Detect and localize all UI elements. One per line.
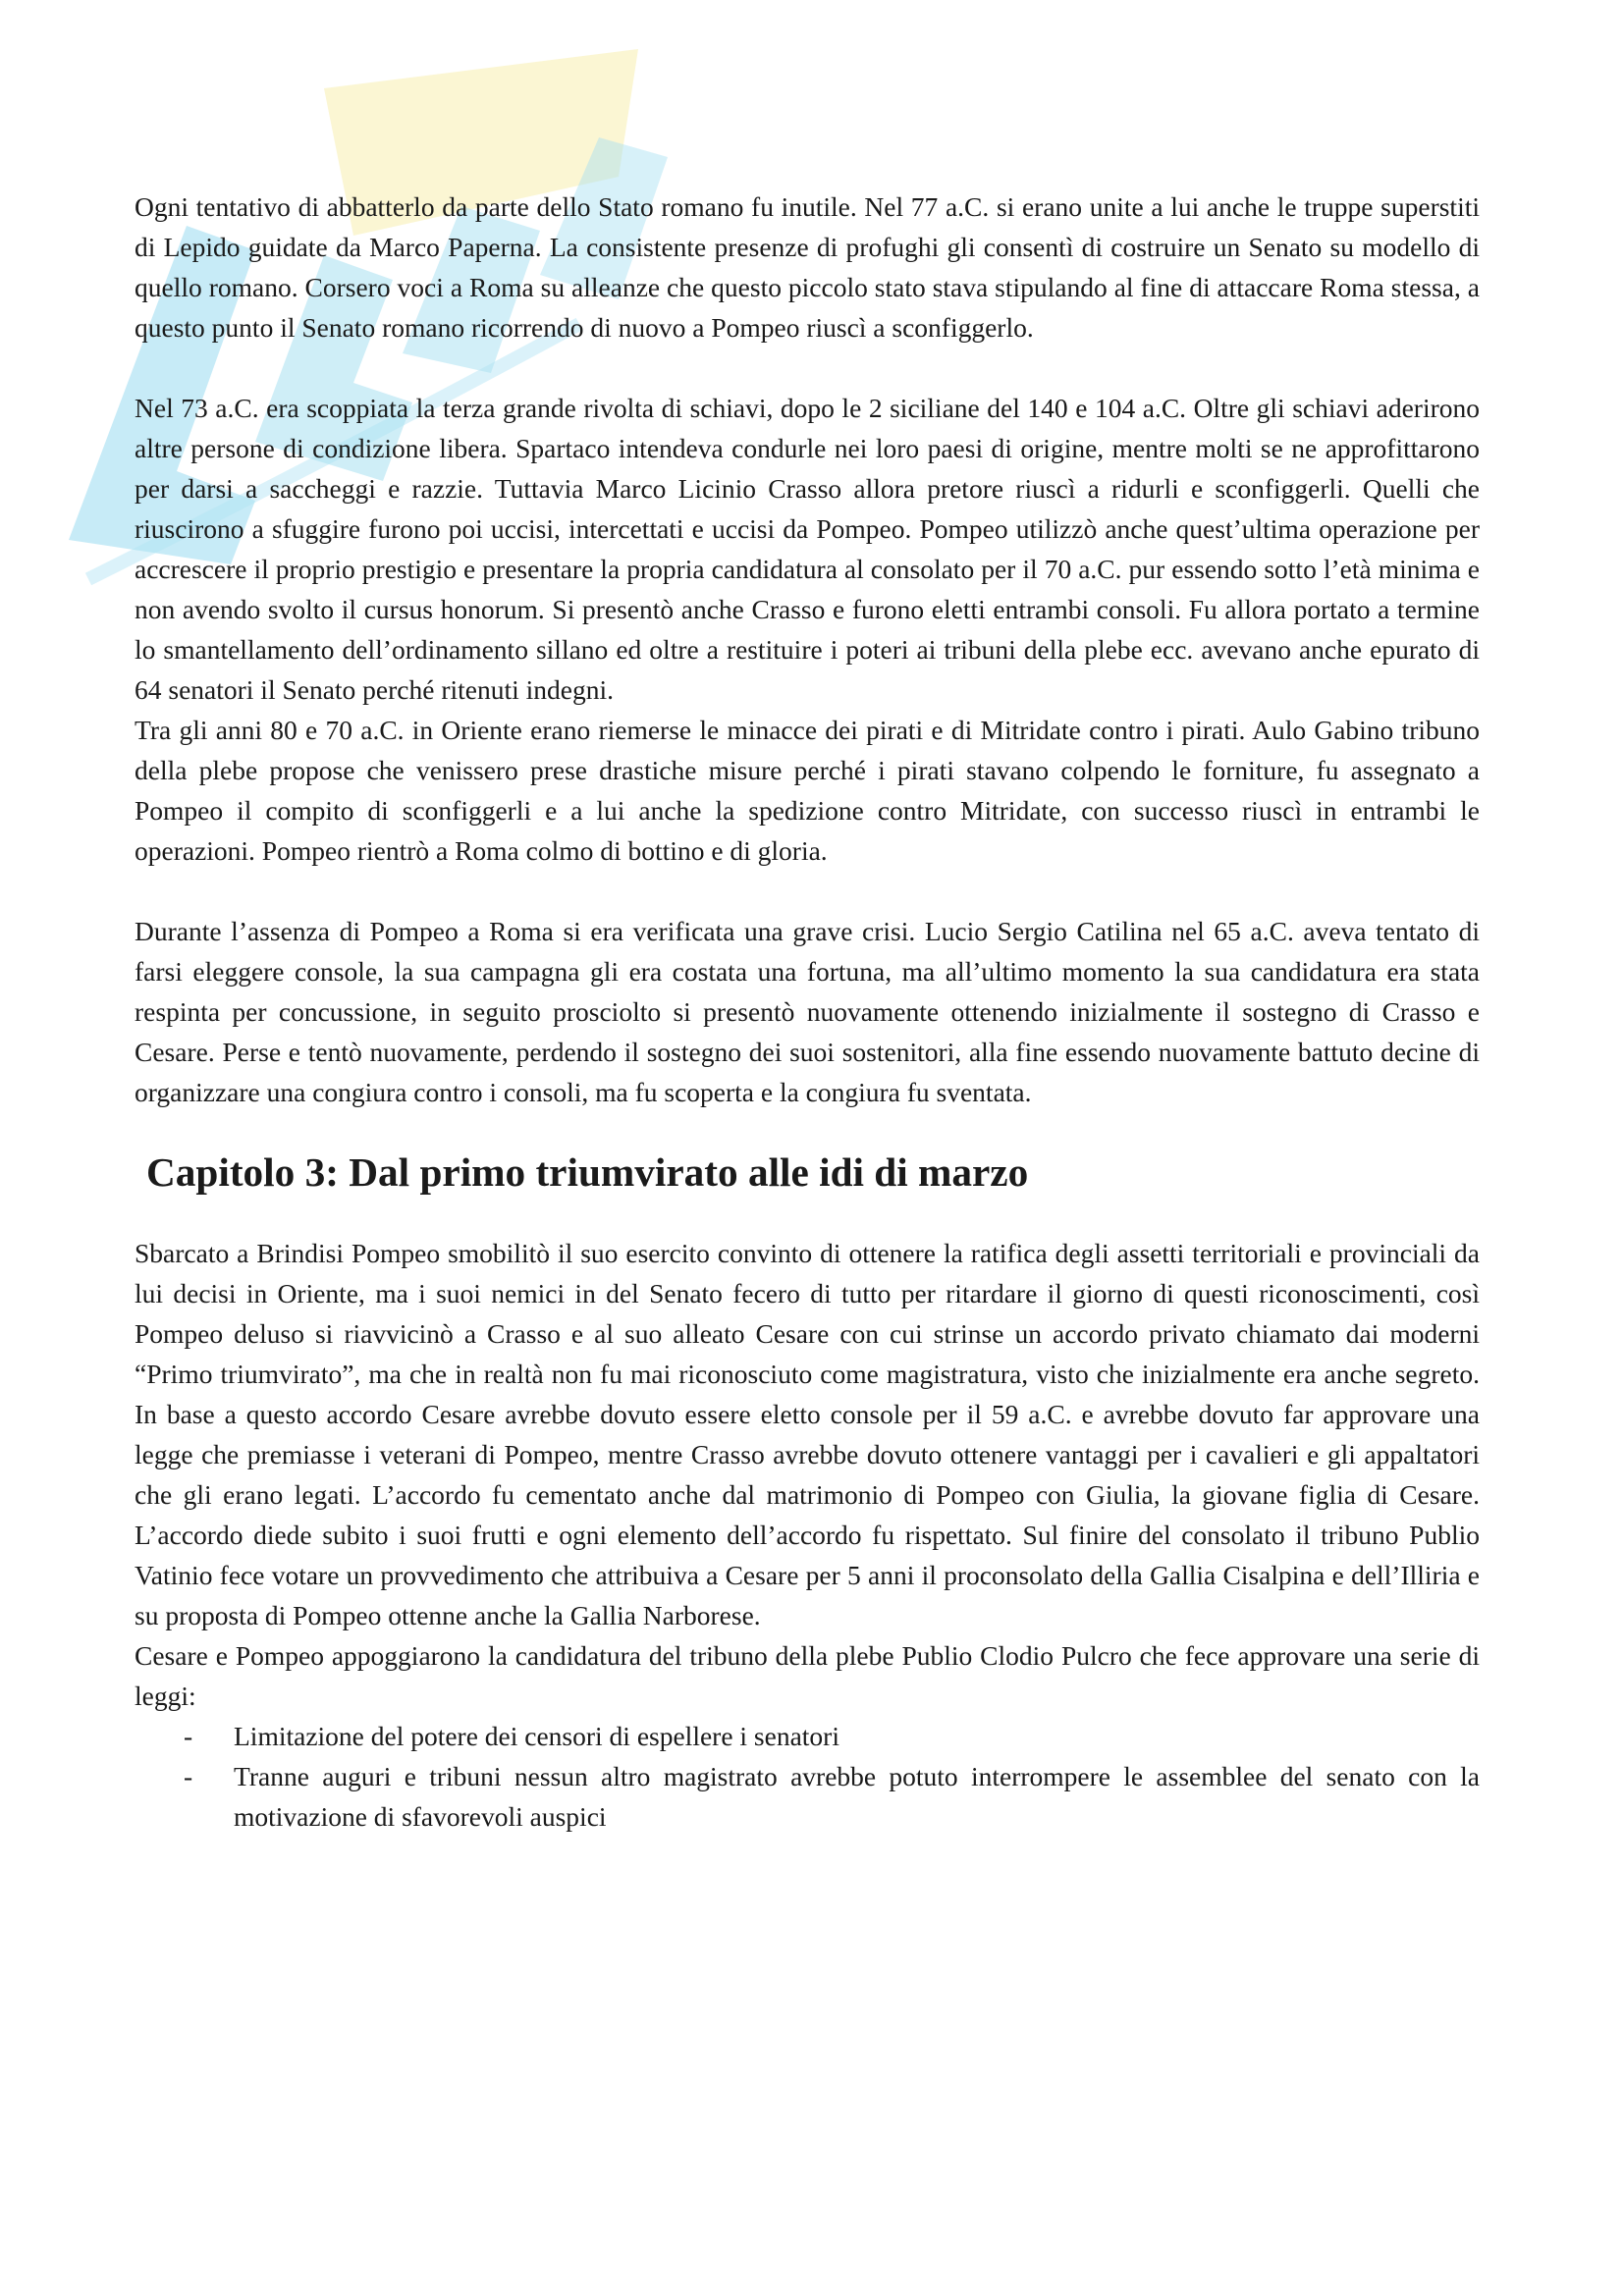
paragraph: Nel 73 a.C. era scoppiata la terza grande rivolta di schiavi, dopo le 2 siciliane del 140 e 104 a.C. Oltre gli schiavi aderirono altre persone di condizione libera. Spartaco intendeva condurle nei loro paesi di origine, mentre molti se ne approfittarono per darsi a saccheggi e razzie. Tuttavia Marco Licinio Crasso allora pretore riuscì a ridurli e sconfiggerli. Quelli che riuscirono a sfuggire furono poi uccisi, intercettati e uccisi da Pompeo. Pompeo utilizzò anche quest’ultima operazione per accrescere il proprio prestigio e presentare la propria candidatura al consolato per il 70 a.C. pur essendo sotto l’età minima e non avendo svolto il cursus honorum. Si presentò anche Crasso e furono eletti entrambi consoli. Fu allora portato a termine lo smantellamento dell’ordinamento sillano ed oltre a restituire i poteri ai tribuni della plebe ecc. avevano anche epurato di 64 senatori il Senato perché ritenuti indegni. [135,393,1480,705]
law-list [135,1716,1480,1837]
paragraph: Ogni tentativo di abbatterlo da parte dello Stato romano fu inutile. Nel 77 a.C. si erano unite a lui anche le truppe superstiti di Lepido guidate da Marco Paperna. La consistente presenze di profughi gli consentì di costruire un Senato su modello di quello romano. Corsero voci a Roma su alleanze che questo piccolo stato stava stipulando al fine di attaccare Roma stessa, a questo punto il Senato romano ricorrendo di nuovo a Pompeo riuscì a sconfiggerlo. [135,191,1480,343]
paragraph: Tra gli anni 80 e 70 a.C. in Oriente erano riemerse le minacce dei pirati e di Mitridate contro i pirati. Aulo Gabino tribuno della plebe propose che venissero prese drastiche misure perché i pirati stavano colpendo le forniture, fu assegnato a Pompeo il compito di sconfiggerli e a lui anche la spedizione contro Mitridate, con successo riuscì in entrambi le operazioni. Pompeo rientrò a Roma colmo di bottino e di gloria. [135,715,1480,866]
paragraph: Sbarcato a Brindisi Pompeo smobilitò il suo esercito convinto di ottenere la ratifica degli assetti territoriali e provinciali da lui decisi in Oriente, ma i suoi nemici in del Senato fecero di tutto per ritardare il giorno di questi riconoscimenti, così Pompeo deluso si riavvicinò a Crasso e al suo alleato Cesare con cui strinse un accordo privato chiamato dai moderni “Primo triumvirato”, ma che in realtà non fu mai riconosciuto come magistratura, visto che inizialmente era anche segreto. In base a questo accordo Cesare avrebbe dovuto essere eletto console per il 59 a.C. e avrebbe dovuto far approvare una legge che premiasse i veterani di Pompeo, mentre Crasso avrebbe dovuto ottenere vantaggi per i cavalieri e gli appaltatori che gli erano legati. L’accordo fu cementato anche dal matrimonio di Pompeo con Giulia, la giovane figlia di Cesare. L’accordo diede subito i suoi frutti e ogni elemento dell’accordo fu rispettato. Sul finire del consolato il tribuno Publio Vatinio fece votare un provvedimento che attribuiva a Cesare per 5 anni il proconsolato della Gallia Cisalpina e dell’Illiria e su proposta di Pompeo ottenne anche la Gallia Narborese. [135,1238,1480,1630]
list-item-text: Tranne auguri e tribuni nessun altro magistrato avrebbe potuto interrompere le assemblee del senato con la motivazione di sfavorevoli auspici [234,1761,1480,1832]
list-item [135,1716,1480,1756]
list-marker: - [184,1761,193,1791]
paragraph: Durante l’assenza di Pompeo a Roma si era verificata una grave crisi. Lucio Sergio Catilina nel 65 a.C. aveva tentato di farsi eleggere console, la sua campagna gli era costata una fortuna, ma all’ultimo momento la sua candidatura era stata respinta per concussione, in seguito prosciolto si presentò nuovamente ottenendo inizialmente il sostegno di Crasso e Cesare. Perse e tentò nuovamente, perdendo il sostegno dei suoi sostenitori, alla fine essendo nuovamente battuto decine di organizzare una congiura contro i consoli, ma fu scoperta e la congiura fu sventata. [135,916,1480,1107]
list-item [135,1756,1480,1837]
list-marker: - [184,1721,193,1751]
chapter-heading: Capitolo 3: Dal primo triumvirato alle idi di marzo [146,1149,1029,1195]
paragraph: Cesare e Pompeo appoggiarono la candidatura del tribuno della plebe Publio Clodio Pulcro che fece approvare una serie di leggi: [135,1640,1480,1711]
list-item-text: Limitazione del potere dei censori di espellere i senatori [234,1721,839,1751]
document-body [135,187,1480,1837]
